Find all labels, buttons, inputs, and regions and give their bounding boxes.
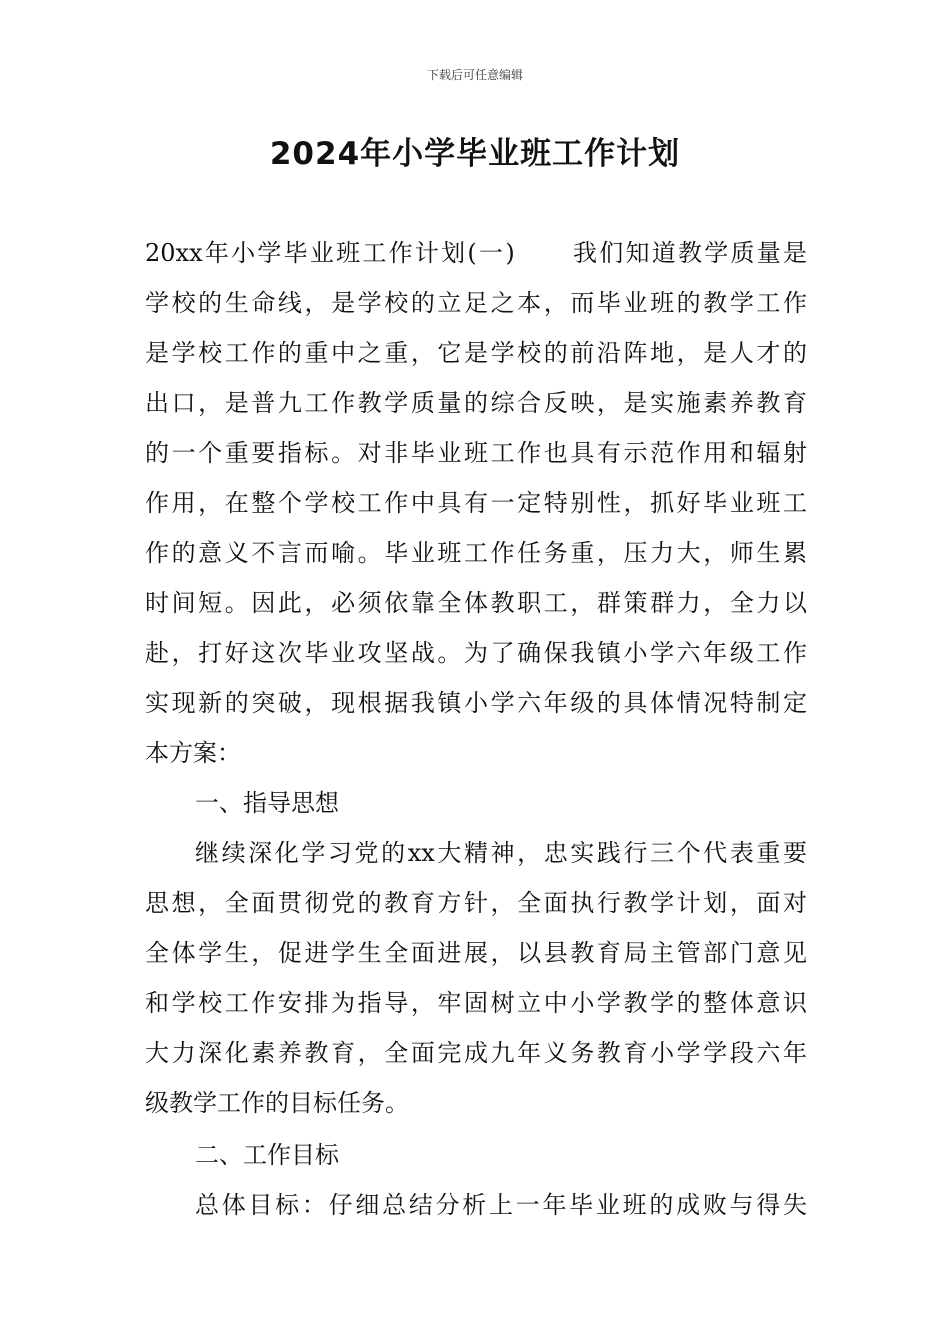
intro-first-line <box>145 228 807 278</box>
section-heading-work-goals: 二、工作目标 <box>195 1141 339 1169</box>
section1-line-1: 思想，全面贯彻党的教育方针，全面执行教学计划，面对 <box>145 889 807 917</box>
intro-line-7: 时间短。因此，必须依靠全体教职工，群策群力，全力以 <box>145 589 807 617</box>
intro-lead: 20xx年小学毕业班工作计划(一) <box>145 239 515 267</box>
intro-line-3: 出口，是普九工作教学质量的综合反映，是实施素养教育 <box>145 389 807 417</box>
page-title: 2024年小学毕业班工作计划 <box>269 136 681 172</box>
section1-line-5: 级教学工作的目标任务。 <box>145 1089 409 1117</box>
intro-line-5: 作用，在整个学校工作中具有一定特别性，抓好毕业班工 <box>145 489 807 517</box>
section1-line-0: 继续深化学习党的xx大精神，忠实践行三个代表重要 <box>195 839 807 867</box>
intro-line-6: 作的意义不言而喻。毕业班工作任务重，压力大，师生累 <box>145 539 807 567</box>
section2-line-0: 总体目标：仔细总结分析上一年毕业班的成败与得失 <box>195 1191 807 1219</box>
section1-line-2: 全体学生，促进学生全面进展，以县教育局主管部门意见 <box>145 939 807 967</box>
intro-line-4: 的一个重要指标。对非毕业班工作也具有示范作用和辐射 <box>145 439 807 467</box>
intro-line-9: 实现新的突破，现根据我镇小学六年级的具体情况特制定 <box>145 689 807 717</box>
header-note: 下载后可任意编辑 <box>426 68 523 82</box>
document-body <box>145 228 807 1230</box>
intro-line-8: 赴，打好这次毕业攻坚战。为了确保我镇小学六年级工作 <box>145 639 807 667</box>
section1-line-3: 和学校工作安排为指导，牢固树立中小学教学的整体意识 <box>145 989 807 1017</box>
section-heading-guiding-ideology: 一、指导思想 <box>195 789 339 817</box>
intro-line-0: 我们知道教学质量是 <box>570 239 807 267</box>
intro-line-2: 是学校工作的重中之重，它是学校的前沿阵地，是人才的 <box>145 339 807 367</box>
intro-line-1: 学校的生命线，是学校的立足之本，而毕业班的教学工作 <box>145 289 807 317</box>
section1-line-4: 大力深化素养教育，全面完成九年义务教育小学学段六年 <box>145 1039 807 1067</box>
intro-line-10: 本方案： <box>145 739 241 767</box>
